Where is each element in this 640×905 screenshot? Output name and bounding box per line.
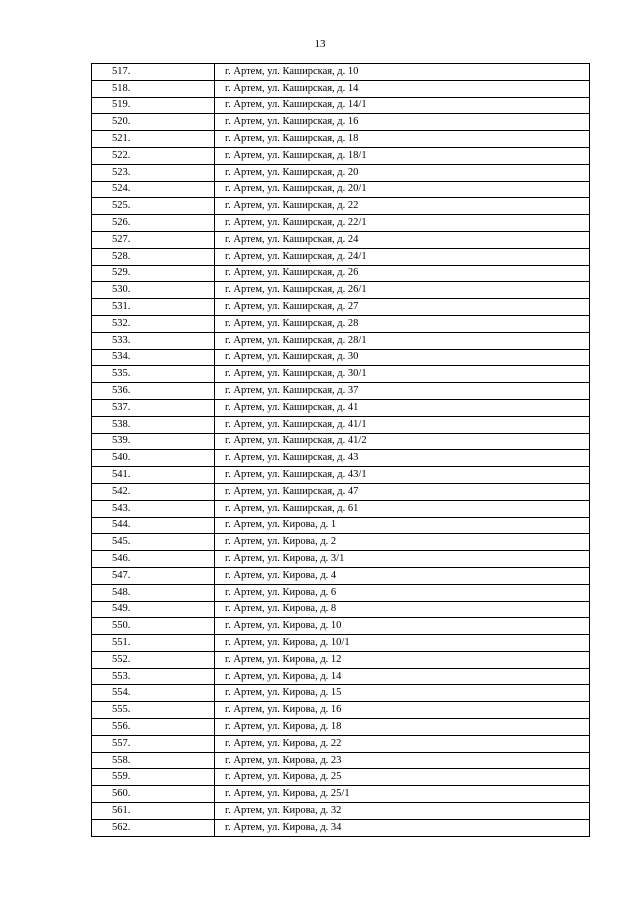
row-number: 547. bbox=[92, 567, 215, 584]
row-number: 555. bbox=[92, 702, 215, 719]
row-number: 539. bbox=[92, 433, 215, 450]
table-row bbox=[92, 248, 590, 265]
table-row bbox=[92, 399, 590, 416]
row-number: 553. bbox=[92, 668, 215, 685]
row-address: г. Артем, ул. Кирова, д. 18 bbox=[215, 719, 590, 736]
row-address: г. Артем, ул. Каширская, д. 37 bbox=[215, 383, 590, 400]
table-row bbox=[92, 819, 590, 836]
row-address: г. Артем, ул. Кирова, д. 10 bbox=[215, 618, 590, 635]
table-row bbox=[92, 299, 590, 316]
row-number: 543. bbox=[92, 500, 215, 517]
table-row bbox=[92, 534, 590, 551]
row-address: г. Артем, ул. Каширская, д. 30/1 bbox=[215, 366, 590, 383]
row-number: 518. bbox=[92, 80, 215, 97]
row-address: г. Артем, ул. Каширская, д. 41/1 bbox=[215, 416, 590, 433]
row-number: 544. bbox=[92, 517, 215, 534]
table-row bbox=[92, 752, 590, 769]
row-address: г. Артем, ул. Каширская, д. 43 bbox=[215, 450, 590, 467]
row-address: г. Артем, ул. Кирова, д. 32 bbox=[215, 803, 590, 820]
table-row bbox=[92, 80, 590, 97]
table-row bbox=[92, 147, 590, 164]
table-row bbox=[92, 198, 590, 215]
row-address: г. Артем, ул. Каширская, д. 47 bbox=[215, 483, 590, 500]
row-address: г. Артем, ул. Кирова, д. 25/1 bbox=[215, 786, 590, 803]
row-number: 556. bbox=[92, 719, 215, 736]
row-number: 552. bbox=[92, 651, 215, 668]
table-row bbox=[92, 735, 590, 752]
table-row bbox=[92, 282, 590, 299]
row-number: 562. bbox=[92, 819, 215, 836]
table-row bbox=[92, 803, 590, 820]
row-address: г. Артем, ул. Кирова, д. 34 bbox=[215, 819, 590, 836]
row-number: 561. bbox=[92, 803, 215, 820]
row-address: г. Артем, ул. Каширская, д. 22 bbox=[215, 198, 590, 215]
row-address: г. Артем, ул. Каширская, д. 22/1 bbox=[215, 215, 590, 232]
row-number: 536. bbox=[92, 383, 215, 400]
table-row bbox=[92, 584, 590, 601]
table-row bbox=[92, 97, 590, 114]
row-number: 549. bbox=[92, 601, 215, 618]
table-row bbox=[92, 685, 590, 702]
table-row bbox=[92, 433, 590, 450]
row-address: г. Артем, ул. Каширская, д. 28/1 bbox=[215, 332, 590, 349]
row-number: 538. bbox=[92, 416, 215, 433]
table-row bbox=[92, 769, 590, 786]
row-address: г. Артем, ул. Каширская, д. 26/1 bbox=[215, 282, 590, 299]
row-address: г. Артем, ул. Кирова, д. 25 bbox=[215, 769, 590, 786]
table-row bbox=[92, 651, 590, 668]
row-address: г. Артем, ул. Каширская, д. 14 bbox=[215, 80, 590, 97]
row-address: г. Артем, ул. Каширская, д. 24 bbox=[215, 231, 590, 248]
row-number: 529. bbox=[92, 265, 215, 282]
table-row bbox=[92, 366, 590, 383]
row-address: г. Артем, ул. Каширская, д. 30 bbox=[215, 349, 590, 366]
row-address: г. Артем, ул. Каширская, д. 43/1 bbox=[215, 467, 590, 484]
row-address: г. Артем, ул. Кирова, д. 3/1 bbox=[215, 551, 590, 568]
row-number: 520. bbox=[92, 114, 215, 131]
row-number: 542. bbox=[92, 483, 215, 500]
table-row bbox=[92, 500, 590, 517]
row-number: 541. bbox=[92, 467, 215, 484]
row-address: г. Артем, ул. Каширская, д. 18/1 bbox=[215, 147, 590, 164]
row-number: 534. bbox=[92, 349, 215, 366]
table-row bbox=[92, 231, 590, 248]
table-row bbox=[92, 668, 590, 685]
row-number: 554. bbox=[92, 685, 215, 702]
table-row bbox=[92, 349, 590, 366]
row-address: г. Артем, ул. Каширская, д. 18 bbox=[215, 131, 590, 148]
table-row bbox=[92, 483, 590, 500]
table-row bbox=[92, 114, 590, 131]
row-address: г. Артем, ул. Каширская, д. 16 bbox=[215, 114, 590, 131]
row-number: 551. bbox=[92, 635, 215, 652]
row-address: г. Артем, ул. Кирова, д. 23 bbox=[215, 752, 590, 769]
address-table-body bbox=[92, 64, 590, 837]
table-row bbox=[92, 450, 590, 467]
row-number: 557. bbox=[92, 735, 215, 752]
row-address: г. Артем, ул. Кирова, д. 14 bbox=[215, 668, 590, 685]
row-address: г. Артем, ул. Каширская, д. 20/1 bbox=[215, 181, 590, 198]
row-number: 519. bbox=[92, 97, 215, 114]
table-row bbox=[92, 64, 590, 81]
row-address: г. Артем, ул. Кирова, д. 10/1 bbox=[215, 635, 590, 652]
row-address: г. Артем, ул. Кирова, д. 2 bbox=[215, 534, 590, 551]
row-address: г. Артем, ул. Каширская, д. 24/1 bbox=[215, 248, 590, 265]
table-row bbox=[92, 215, 590, 232]
table-row bbox=[92, 786, 590, 803]
table-row bbox=[92, 467, 590, 484]
table-row bbox=[92, 383, 590, 400]
table-row bbox=[92, 416, 590, 433]
row-number: 522. bbox=[92, 147, 215, 164]
table-row bbox=[92, 635, 590, 652]
row-address: г. Артем, ул. Кирова, д. 1 bbox=[215, 517, 590, 534]
row-address: г. Артем, ул. Каширская, д. 28 bbox=[215, 315, 590, 332]
row-number: 526. bbox=[92, 215, 215, 232]
table-row bbox=[92, 332, 590, 349]
row-address: г. Артем, ул. Каширская, д. 20 bbox=[215, 164, 590, 181]
row-address: г. Артем, ул. Кирова, д. 16 bbox=[215, 702, 590, 719]
table-row bbox=[92, 618, 590, 635]
row-address: г. Артем, ул. Каширская, д. 61 bbox=[215, 500, 590, 517]
table-row bbox=[92, 601, 590, 618]
row-address: г. Артем, ул. Каширская, д. 27 bbox=[215, 299, 590, 316]
row-address: г. Артем, ул. Каширская, д. 10 bbox=[215, 64, 590, 81]
row-number: 530. bbox=[92, 282, 215, 299]
table-row bbox=[92, 265, 590, 282]
row-address: г. Артем, ул. Каширская, д. 26 bbox=[215, 265, 590, 282]
row-number: 525. bbox=[92, 198, 215, 215]
row-number: 558. bbox=[92, 752, 215, 769]
table-row bbox=[92, 131, 590, 148]
row-number: 545. bbox=[92, 534, 215, 551]
row-number: 523. bbox=[92, 164, 215, 181]
row-address: г. Артем, ул. Кирова, д. 22 bbox=[215, 735, 590, 752]
table-row bbox=[92, 719, 590, 736]
row-number: 533. bbox=[92, 332, 215, 349]
table-row bbox=[92, 164, 590, 181]
row-address: г. Артем, ул. Каширская, д. 41 bbox=[215, 399, 590, 416]
table-row bbox=[92, 702, 590, 719]
row-number: 548. bbox=[92, 584, 215, 601]
page-number: 13 bbox=[314, 38, 326, 50]
row-number: 528. bbox=[92, 248, 215, 265]
row-address: г. Артем, ул. Каширская, д. 14/1 bbox=[215, 97, 590, 114]
row-number: 535. bbox=[92, 366, 215, 383]
row-number: 559. bbox=[92, 769, 215, 786]
row-number: 550. bbox=[92, 618, 215, 635]
table-row bbox=[92, 567, 590, 584]
row-number: 537. bbox=[92, 399, 215, 416]
row-number: 546. bbox=[92, 551, 215, 568]
row-number: 540. bbox=[92, 450, 215, 467]
address-table bbox=[91, 63, 590, 837]
row-address: г. Артем, ул. Кирова, д. 12 bbox=[215, 651, 590, 668]
row-number: 531. bbox=[92, 299, 215, 316]
table-row bbox=[92, 315, 590, 332]
row-number: 521. bbox=[92, 131, 215, 148]
table-row bbox=[92, 551, 590, 568]
row-address: г. Артем, ул. Каширская, д. 41/2 bbox=[215, 433, 590, 450]
row-address: г. Артем, ул. Кирова, д. 6 bbox=[215, 584, 590, 601]
row-number: 527. bbox=[92, 231, 215, 248]
row-address: г. Артем, ул. Кирова, д. 4 bbox=[215, 567, 590, 584]
row-number: 517. bbox=[92, 64, 215, 81]
row-number: 532. bbox=[92, 315, 215, 332]
table-row bbox=[92, 181, 590, 198]
row-address: г. Артем, ул. Кирова, д. 8 bbox=[215, 601, 590, 618]
table-row bbox=[92, 517, 590, 534]
row-address: г. Артем, ул. Кирова, д. 15 bbox=[215, 685, 590, 702]
row-number: 560. bbox=[92, 786, 215, 803]
row-number: 524. bbox=[92, 181, 215, 198]
